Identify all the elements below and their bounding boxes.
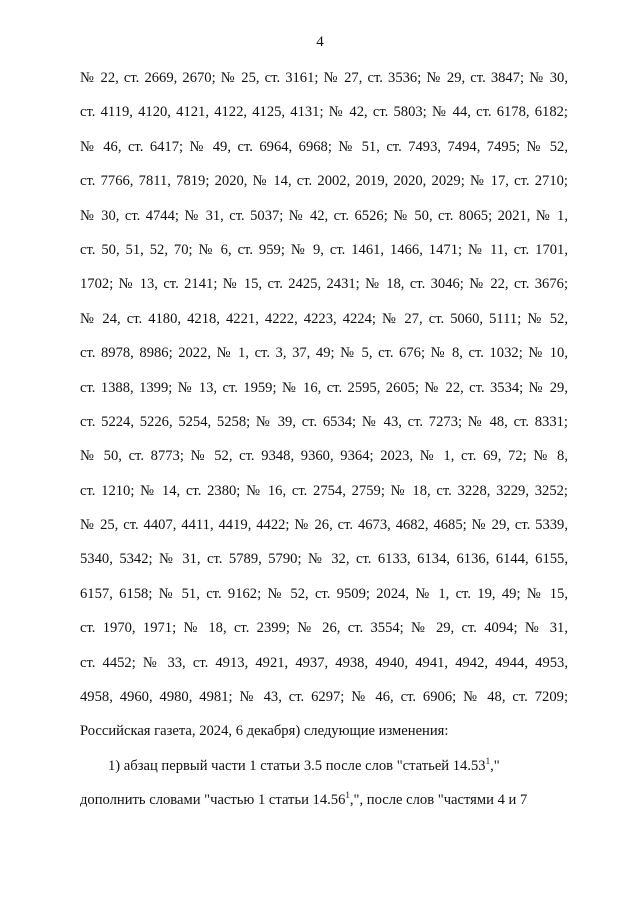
text-line: 6157, 6158; № 51, ст. 9162; № 52, ст. 9509; 2024, № 1, ст. 19, 49; № 15, — [80, 585, 568, 602]
item-1-text: ," — [490, 757, 500, 774]
text-line: № 50, ст. 8773; № 52, ст. 9348, 9360, 9364; 2023, № 1, ст. 69, 72; № 8, — [80, 448, 568, 465]
text-line: ст. 5224, 5226, 5254, 5258; № 39, ст. 6534; № 43, ст. 7273; № 48, ст. 8331; — [80, 413, 568, 430]
page-number: 4 — [316, 34, 324, 50]
text-line: ст. 7766, 7811, 7819; 2020, № 14, ст. 2002, 2019, 2020, 2029; № 17, ст. 2710; — [80, 173, 568, 190]
document-body — [80, 61, 568, 818]
item-1-text: дополнить словами "частью 1 статьи 14.56 — [80, 792, 346, 809]
item-1-line-1 — [80, 749, 568, 783]
text-line: Российская газета, 2024, 6 декабря) следующие изменения: — [80, 723, 449, 740]
text-line: № 30, ст. 4744; № 31, ст. 5037; № 42, ст. 6526; № 50, ст. 8065; 2021, № 1, — [80, 207, 568, 224]
text-line: 1702; № 13, ст. 2141; № 15, ст. 2425, 2431; № 18, ст. 3046; № 22, ст. 3676; — [80, 276, 568, 293]
text-line: № 46, ст. 6417; № 49, ст. 6964, 6968; № 51, ст. 7493, 7494, 7495; № 52, — [80, 138, 568, 155]
text-line: ст. 4452; № 33, ст. 4913, 4921, 4937, 4938, 4940, 4941, 4942, 4944, 4953, — [80, 654, 568, 671]
superscript: 1 — [485, 755, 491, 766]
text-line: № 24, ст. 4180, 4218, 4221, 4222, 4223, 4224; № 27, ст. 5060, 5111; № 52, — [80, 310, 568, 327]
text-line: ст. 1388, 1399; № 13, ст. 1959; № 16, ст. 2595, 2605; № 22, ст. 3534; № 29, — [80, 379, 568, 396]
text-line: ст. 50, 51, 52, 70; № 6, ст. 959; № 9, ст. 1461, 1466, 1471; № 11, ст. 1701, — [80, 241, 568, 258]
item-1-text: ,", после слов "частями 4 и 7 — [349, 792, 528, 809]
item-1-line-2 — [80, 783, 568, 817]
item-1-text: 1) абзац первый части 1 статьи 3.5 после слов "статьей 14.53 — [108, 757, 486, 774]
superscript: 1 — [345, 790, 350, 801]
text-line: 5340, 5342; № 31, ст. 5789, 5790; № 32, ст. 6133, 6134, 6136, 6144, 6155, — [80, 551, 568, 568]
text-line: ст. 1970, 1971; № 18, ст. 2399; № 26, ст. 3554; № 29, ст. 4094; № 31, — [80, 620, 568, 637]
text-line: ст. 4119, 4120, 4121, 4122, 4125, 4131; № 42, ст. 5803; № 44, ст. 6178, 6182; — [80, 104, 568, 121]
text-line: ст. 1210; № 14, ст. 2380; № 16, ст. 2754, 2759; № 18, ст. 3228, 3229, 3252; — [80, 482, 568, 499]
text-line: № 22, ст. 2669, 2670; № 25, ст. 3161; № 27, ст. 3536; № 29, ст. 3847; № 30, — [80, 70, 568, 86]
text-line: 4958, 4960, 4980, 4981; № 43, ст. 6297; № 46, ст. 6906; № 48, ст. 7209; — [80, 689, 568, 706]
text-line: № 25, ст. 4407, 4411, 4419, 4422; № 26, ст. 4673, 4682, 4685; № 29, ст. 5339, — [80, 517, 568, 534]
text-line: ст. 8978, 8986; 2022, № 1, ст. 3, 37, 49; № 5, ст. 676; № 8, ст. 1032; № 10, — [80, 345, 568, 362]
